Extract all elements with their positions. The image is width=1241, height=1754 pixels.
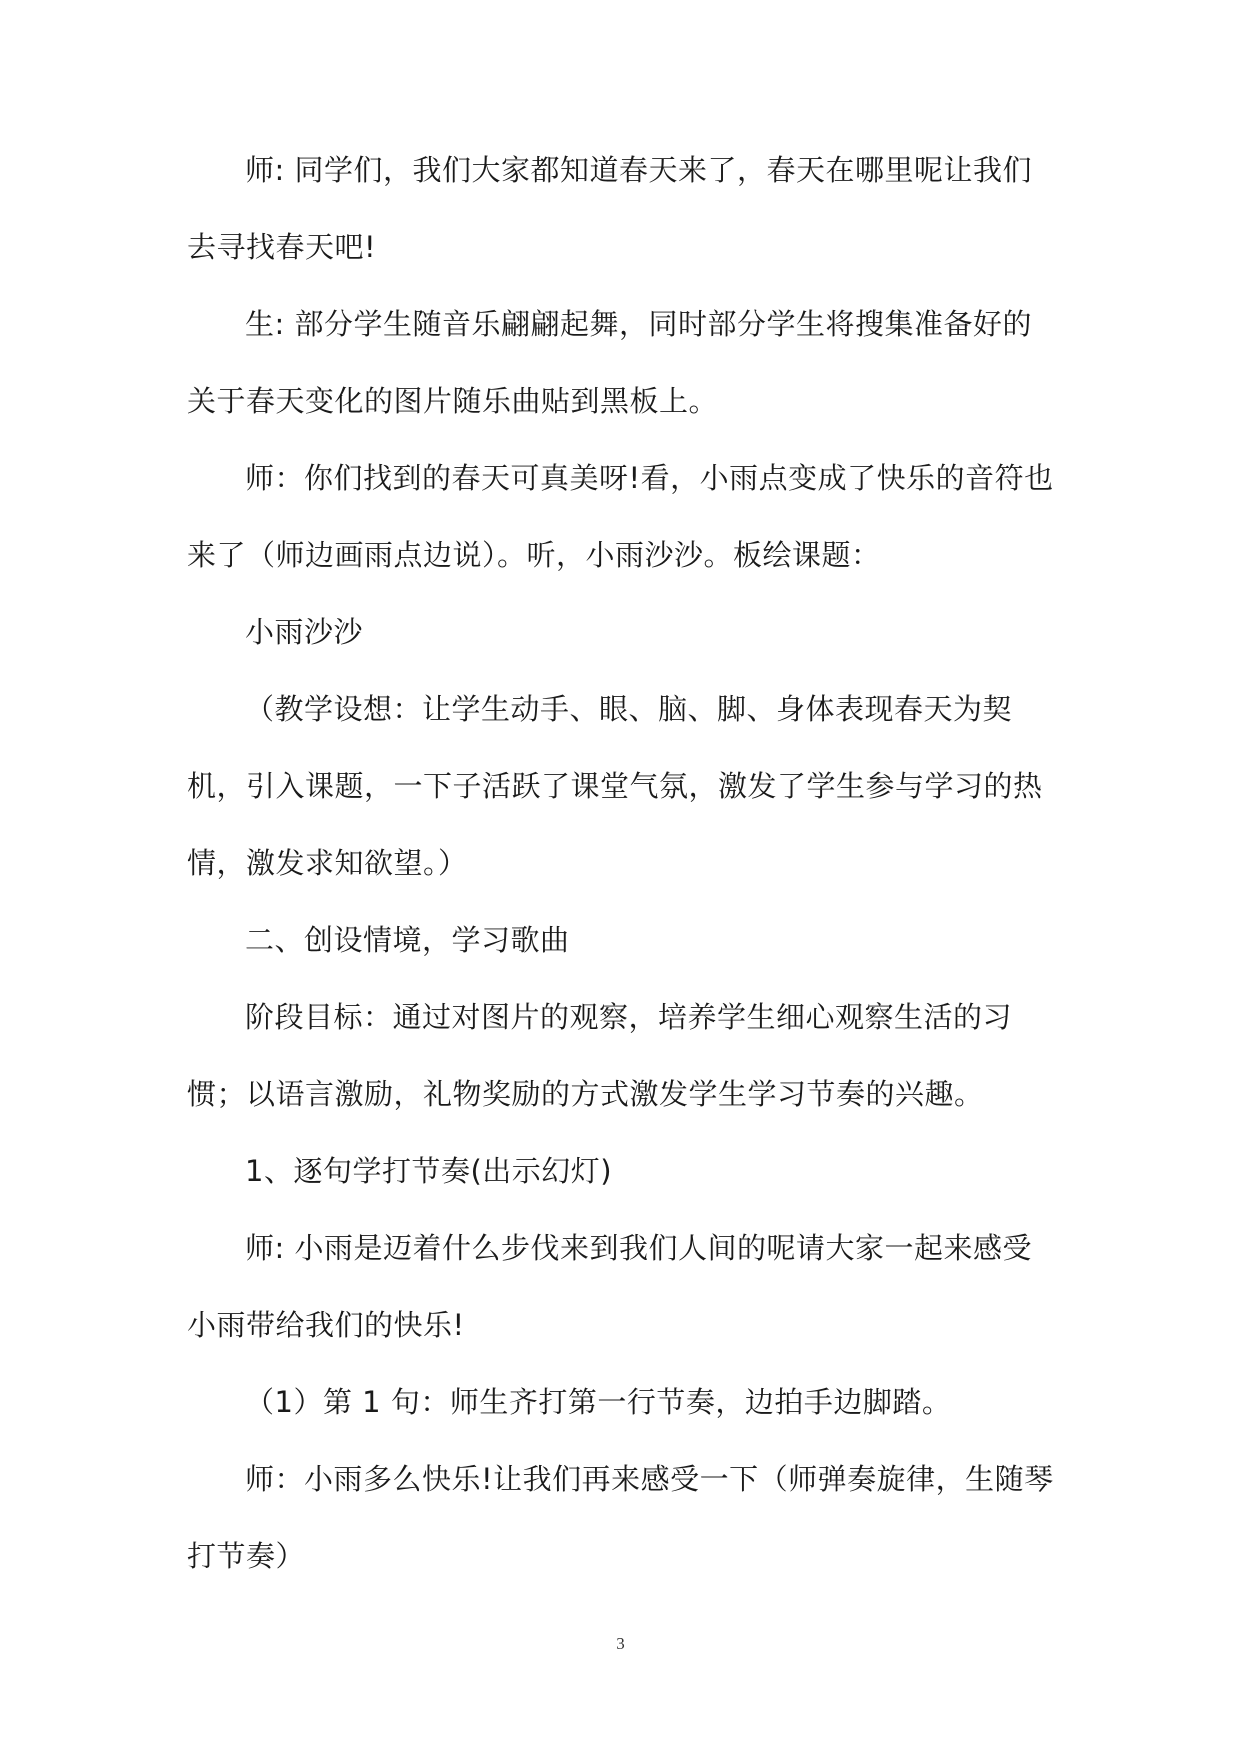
paragraph-teacher-rhythm: 师：小雨多么快乐!让我们再来感受一下（师弹奏旋律，生随琴打节奏） xyxy=(187,1462,1054,1573)
document-body xyxy=(187,132,1057,1595)
paragraph-3: 师：你们找到的春天可真美呀!看，小雨点变成了快乐的音符也来了（师边画雨点边说）。听，小雨沙沙。板绘课题： xyxy=(187,461,1054,572)
lesson-title: 小雨沙沙 xyxy=(245,615,364,649)
paragraph-step-1: （1）第 1 句：师生齐打第一行节奏，边拍手边脚踏。 xyxy=(245,1385,952,1419)
page-number: 3 xyxy=(616,1634,625,1653)
paragraph-stage-goal: 阶段目标：通过对图片的观察，培养学生细心观察生活的习惯；以语言激励，礼物奖励的方式激发学生学习节奏的兴趣。 xyxy=(187,1000,1013,1111)
paragraph-teacher-question: 师: 小雨是迈着什么步伐来到我们人间的呢请大家一起来感受小雨带给我们的快乐! xyxy=(187,1231,1032,1342)
subsection-heading: 1、逐句学打节奏(出示幻灯) xyxy=(245,1154,613,1188)
paragraph-1: 师: 同学们，我们大家都知道春天来了，春天在哪里呢让我们去寻找春天吧! xyxy=(187,153,1032,264)
paragraph-2: 生: 部分学生随音乐翩翩起舞，同时部分学生将搜集准备好的关于春天变化的图片随乐曲贴到黑板上。 xyxy=(187,307,1032,418)
section-heading: 二、创设情境，学习歌曲 xyxy=(245,923,570,957)
paragraph-teaching-idea: （教学设想：让学生动手、眼、脑、脚、身体表现春天为契机，引入课题，一下子活跃了课堂气氛，激发了学生参与学习的热情，激发求知欲望。） xyxy=(187,692,1043,880)
